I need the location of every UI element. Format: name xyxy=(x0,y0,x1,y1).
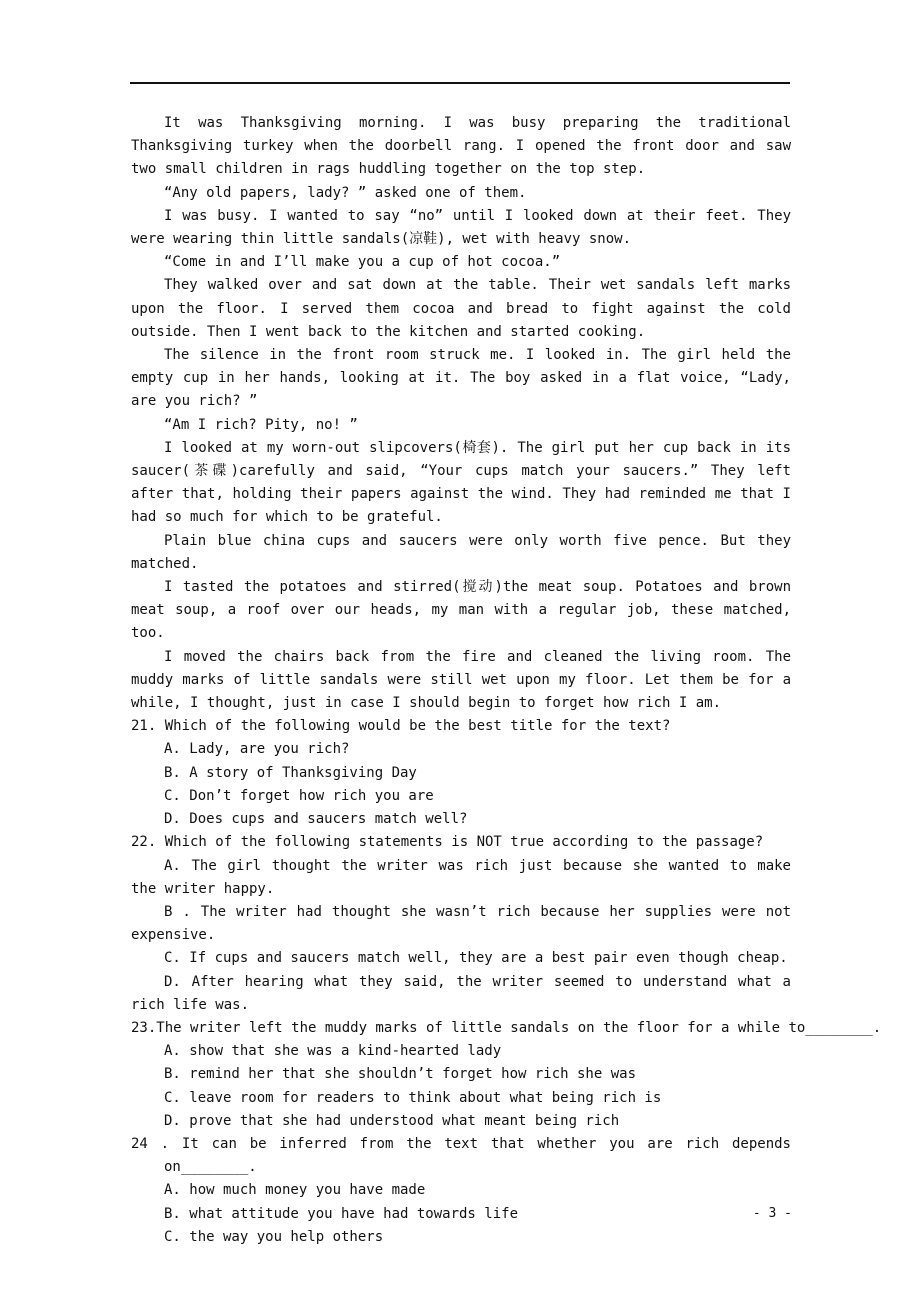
passage-paragraph: Plain blue china cups and saucers were only worth five pence. But they matched. xyxy=(131,532,791,572)
q24-option-a: A. how much money you have made xyxy=(164,1182,426,1199)
q23-option-b: B. remind her that she shouldn’t forget how rich she was xyxy=(164,1066,637,1083)
passage-paragraph: “Am I rich? Pity, no! ” xyxy=(164,416,358,433)
q21-option-c: C. Don’t forget how rich you are xyxy=(164,787,434,804)
q21-option-b: B. A story of Thanksgiving Day xyxy=(164,764,417,781)
passage-paragraph: I looked at my worn-out slipcovers(椅套). The girl put her cup back in its saucer(茶碟)carefully and said, “Your cups match your saucers.” They left after that, holding their papers against the wind. They had reminded me that I had so much for which to be grateful. xyxy=(131,439,791,526)
passage-paragraph: They walked over and sat down at the table. Their wet sandals left marks upon the floor. I served them cocoa and bread to fight against the cold outside. Then I went back to the kitchen and started cooking. xyxy=(131,277,791,340)
header-rule xyxy=(130,82,790,84)
passage-paragraph: I moved the chairs back from the fire and cleaned the living room. The muddy marks of little sandals were still wet upon my floor. Let them be for a while, I thought, just in case I should begin to forget how rich I am. xyxy=(131,648,791,712)
passage-paragraph: I was busy. I wanted to say “no” until I looked down at their feet. They were wearing thin little sandals(凉鞋), wet with heavy snow. xyxy=(131,207,791,248)
q24-option-c: C. the way you help others xyxy=(164,1228,384,1245)
question-22: 22. Which of the following statements is NOT true according to the passage? xyxy=(131,834,764,851)
q21-option-d: D. Does cups and saucers match well? xyxy=(164,811,468,828)
passage-paragraph: “Any old papers, lady? ” asked one of them. xyxy=(164,184,527,201)
document-body xyxy=(131,112,882,1249)
q22-option-a: A. The girl thought the writer was rich just because she wanted to make the writer happy. xyxy=(131,857,791,897)
q23-option-c: C. leave room for readers to think about what being rich is xyxy=(164,1089,662,1106)
passage-paragraph: “Come in and I’ll make you a cup of hot cocoa.” xyxy=(164,254,561,271)
q23-option-a: A. show that she was a kind-hearted lady xyxy=(164,1043,502,1060)
q22-option-c: C. If cups and saucers match well, they are a best pair even though cheap. xyxy=(164,950,788,967)
page-number: - 3 - xyxy=(752,1206,792,1221)
q22-option-d: D. After hearing what they said, the writer seemed to understand what a rich life was. xyxy=(131,973,791,1013)
question-24: 24 . It can be inferred from the text that whether you are rich depends xyxy=(131,1135,791,1152)
question-21: 21. Which of the following would be the best title for the text? xyxy=(131,718,671,735)
q24-option-b: B. what attitude you have had towards life xyxy=(164,1205,519,1222)
q22-option-b: B . The writer had thought she wasn’t rich because her supplies were not expensive. xyxy=(131,903,791,944)
q23-option-d: D. prove that she had understood what meant being rich xyxy=(164,1112,620,1129)
passage-paragraph: I tasted the potatoes and stirred(搅动)the meat soup. Potatoes and brown meat soup, a roof over our heads, my man with a regular job, these matched, too. xyxy=(131,579,791,642)
question-24-continuation: on________. xyxy=(164,1159,257,1176)
q21-option-a: A. Lady, are you rich? xyxy=(164,741,350,758)
passage-paragraph: The silence in the front room struck me. I looked in. The girl held the empty cup in her hands, looking at it. The boy asked in a flat voice, “Lady, are you rich? ” xyxy=(131,347,791,410)
passage-paragraph: It was Thanksgiving morning. I was busy preparing the traditional Thanksgiving turkey when the doorbell rang. I opened the front door and saw two small children in rags huddling together on the top step. xyxy=(131,115,791,178)
question-23: 23.The writer left the muddy marks of little sandals on the floor for a while to________. xyxy=(131,1019,882,1036)
